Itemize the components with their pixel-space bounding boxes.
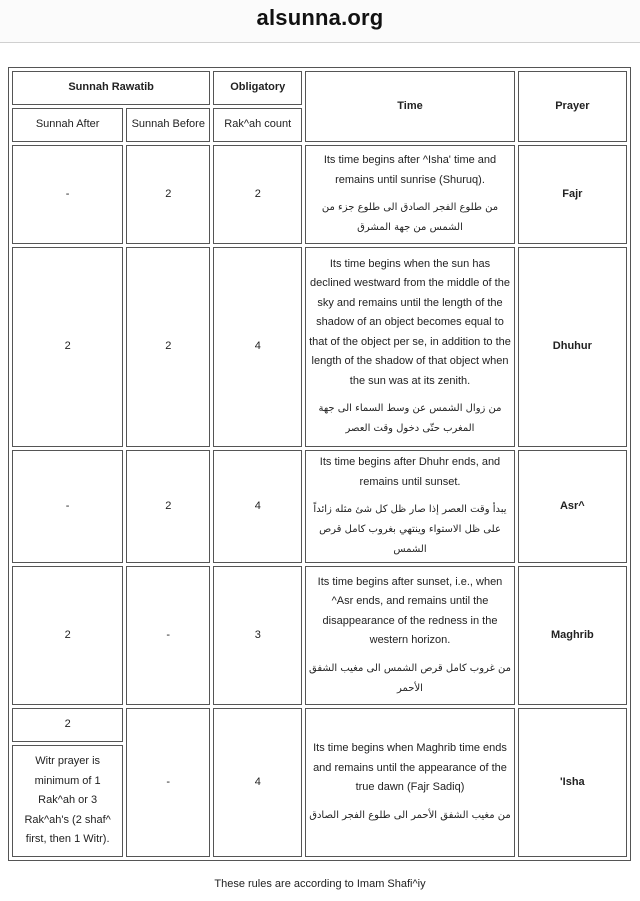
sunnah-after-cell: 2 — [12, 566, 123, 705]
rakah-count-cell: 3 — [213, 566, 302, 705]
rakah-count-cell: 4 — [213, 708, 302, 857]
time-description-ar: من طلوع الفجر الصادق الى طلوع جزء من الشمس من جهة المشرق — [321, 202, 499, 233]
time-description-en: Its time begins after Dhuhr ends, and remains until sunset. — [319, 456, 501, 488]
time-description-ar: يبدأ وقت العصر إذا صار ظل كل شئ مثله زائداً على ظل الاستواء وينتهي بغروب كامل قرص الشمس — [313, 504, 507, 555]
prayer-name-cell: Dhuhur — [518, 247, 627, 447]
sunnah-before-cell: 2 — [126, 247, 210, 447]
header-prayer: Prayer — [518, 71, 627, 142]
prayer-name-cell: Asr^ — [518, 450, 627, 563]
table-row-dhuhur — [12, 247, 627, 447]
time-description-en: Its time begins when the sun has declined westward from the middle of the sky and remains until the length of the shadow of an object becomes equal to that of the object per se, in addition to the length of the shadow of that object when the sun was at its zenith. — [309, 257, 511, 387]
sunnah-after-cell: 2 — [12, 247, 123, 447]
site-header — [0, 0, 640, 43]
sunnah-after-cell: - — [12, 450, 123, 563]
prayer-times-table — [8, 67, 631, 861]
table-row-maghrib — [12, 566, 627, 705]
prayer-times-table-container — [8, 67, 631, 861]
header-row-top — [12, 71, 627, 105]
sunnah-before-cell: - — [126, 708, 210, 857]
site-title[interactable]: alsunna.org — [256, 5, 384, 30]
time-cell — [305, 708, 514, 857]
prayer-name-cell: Fajr — [518, 145, 627, 244]
sunnah-after-cell: 2 — [12, 708, 123, 742]
header-sunnah-rawatib: Sunnah Rawatib — [12, 71, 210, 105]
time-description-ar: من مغيب الشفق الأحمر الى طلوع الفجر الصادق — [309, 809, 511, 821]
time-description-en: Its time begins after sunset, i.e., when ^Asr ends, and remains until the disappearance of the redness in the western horizon. — [317, 575, 503, 646]
sunnah-before-cell: - — [126, 566, 210, 705]
header-sunnah-before: Sunnah Before — [126, 108, 210, 142]
prayer-name-cell: Maghrib — [518, 566, 627, 705]
time-cell — [305, 247, 514, 447]
header-sunnah-after: Sunnah After — [12, 108, 123, 142]
header-time: Time — [305, 71, 514, 142]
time-description-en: Its time begins after ^Isha' time and remains until sunrise (Shuruq). — [323, 154, 497, 186]
rakah-count-cell: 4 — [213, 450, 302, 563]
table-row-isha — [12, 708, 627, 742]
sunnah-before-cell: 2 — [126, 145, 210, 244]
rakah-count-cell: 4 — [213, 247, 302, 447]
time-cell — [305, 450, 514, 563]
sunnah-before-cell: 2 — [126, 450, 210, 563]
rakah-count-cell: 2 — [213, 145, 302, 244]
time-cell — [305, 566, 514, 705]
time-description-ar: من زوال الشمس عن وسط السماء الى جهة المغرب حتّى دخول وقت العصر — [318, 403, 502, 435]
table-row-fajr — [12, 145, 627, 244]
footer-note: These rules are according to Imam Shafi^iy — [214, 878, 426, 890]
sunnah-after-cell: - — [12, 145, 123, 244]
table-row-asr — [12, 450, 627, 563]
header-rakah-count: Rak^ah count — [213, 108, 302, 142]
header-obligatory: Obligatory — [213, 71, 302, 105]
prayer-name-cell: 'Isha — [518, 708, 627, 857]
time-description-ar: من غروب كامل قرص الشمس الى مغيب الشفق الأحمر — [309, 662, 511, 694]
time-description-en: Its time begins when Maghrib time ends and remains until the appearance of the true dawn (Fajr Sadiq) — [313, 742, 507, 794]
witr-note-cell: Witr prayer is minimum of 1 Rak^ah or 3 Rak^ah's (2 shaf^ first, then 1 Witr). — [12, 745, 123, 857]
time-cell — [305, 145, 514, 244]
